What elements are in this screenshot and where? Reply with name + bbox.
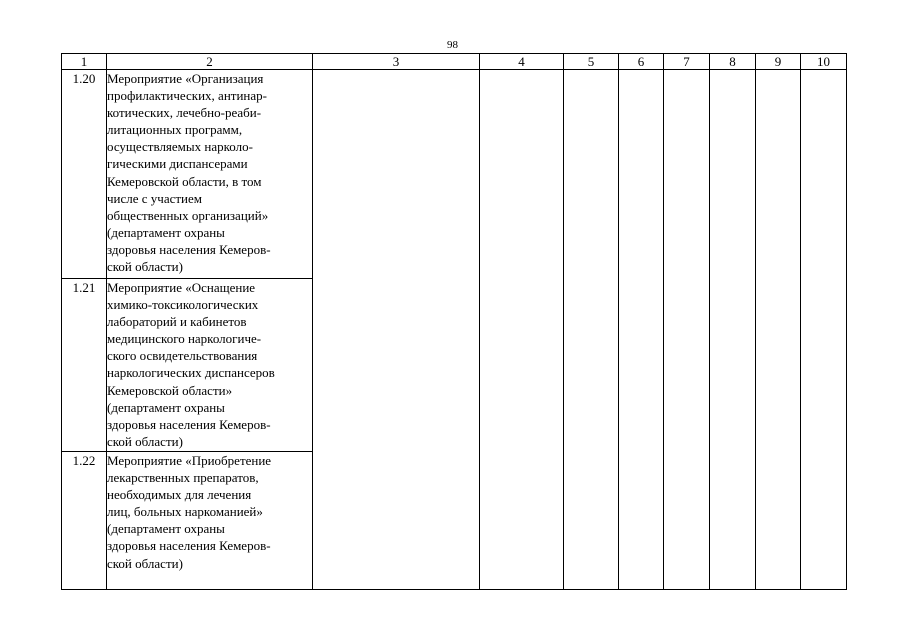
description-line: профилактических, антинар- — [107, 88, 267, 104]
description-line: общественных организаций» — [107, 207, 269, 223]
table-row — [62, 70, 847, 279]
row-number: 1.21 — [62, 279, 107, 452]
description-line: химико-токсикологических — [107, 297, 259, 313]
column-header-1: 1 — [62, 54, 107, 70]
description-line: (департамент охраны — [107, 224, 225, 240]
column-7-cell — [664, 70, 710, 590]
column-header-9: 9 — [756, 54, 801, 70]
measures-table — [61, 53, 847, 590]
page-number: 98 — [447, 39, 458, 51]
description-line: ской области) — [107, 259, 183, 275]
row-description — [107, 452, 313, 590]
column-9-cell — [756, 70, 801, 590]
description-line: ской области) — [107, 555, 183, 571]
description-line: ского освидетельствования — [107, 348, 258, 364]
description-line: (департамент охраны — [107, 399, 225, 415]
row-description — [107, 279, 313, 452]
description-line: Мероприятие «Организация — [107, 71, 264, 86]
description-line: котических, лечебно-реаби- — [107, 105, 262, 121]
row-number: 1.22 — [62, 452, 107, 590]
column-header-8: 8 — [710, 54, 756, 70]
description-line: Кемеровской области» — [107, 382, 233, 398]
column-10-cell — [801, 70, 847, 590]
description-line: литационных программ, — [107, 122, 243, 138]
row-number: 1.20 — [62, 70, 107, 279]
column-5-cell — [564, 70, 619, 590]
description-line: Мероприятие «Оснащение — [107, 280, 256, 295]
description-line: гическими диспансерами — [107, 156, 248, 172]
column-header-7: 7 — [664, 54, 710, 70]
description-line: Кемеровской области, в том — [107, 173, 262, 189]
column-6-cell — [619, 70, 664, 590]
table-header-row — [62, 54, 847, 70]
column-header-4: 4 — [480, 54, 564, 70]
description-line: (департамент охраны — [107, 521, 225, 537]
description-line: числе с участием — [107, 190, 203, 206]
column-4-cell — [480, 70, 564, 590]
column-header-2: 2 — [107, 54, 313, 70]
column-header-3: 3 — [313, 54, 480, 70]
description-line: необходимых для лечения — [107, 487, 252, 503]
description-line: здоровья населения Кемеров- — [107, 416, 271, 432]
column-3-cell — [313, 70, 480, 590]
description-line: здоровья населения Кемеров- — [107, 241, 271, 257]
row-description — [107, 70, 313, 279]
description-line: здоровья населения Кемеров- — [107, 538, 271, 554]
column-header-10: 10 — [801, 54, 847, 70]
description-line: лиц, больных наркоманией» — [107, 504, 263, 520]
description-line: наркологических диспансеров — [107, 365, 275, 381]
column-header-5: 5 — [564, 54, 619, 70]
description-line: осуществляемых нарколо- — [107, 139, 253, 155]
description-line: медицинского наркологиче- — [107, 331, 262, 347]
description-line: лабораторий и кабинетов — [107, 314, 247, 330]
description-line: ской области) — [107, 433, 183, 449]
description-line: Мероприятие «Приобретение — [107, 453, 272, 468]
column-8-cell — [710, 70, 756, 590]
column-header-6: 6 — [619, 54, 664, 70]
description-line: лекарственных препаратов, — [107, 470, 259, 486]
